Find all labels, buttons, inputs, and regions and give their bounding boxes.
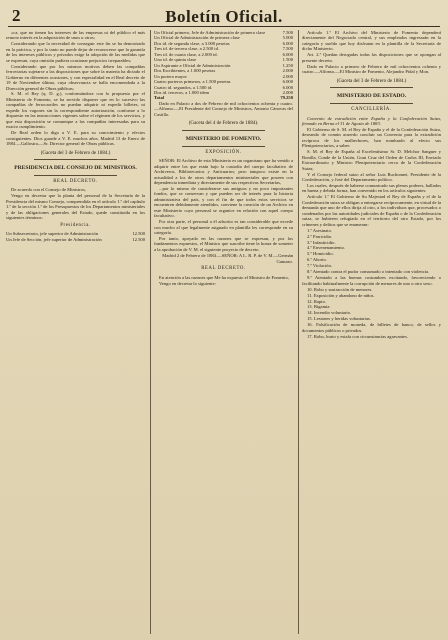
page-number: 2 [12,6,21,25]
list-item: 7.º Violación. [307,263,332,269]
page-header [0,6,448,28]
list-item: 3.º Infanticidio. [307,239,336,245]
paragraph: ...por lo mismo de considerarse sus antiguos y no poco importantes fondos, que se conservan y que pueden ser de interés para la historia administrativa del país, y con el fin de que todos estos servicios se encuentren debidamente atendidos, conviene la creación de un Archivo en este Ministerio cuyo personal se organice en relación con aquel cuerpo facultativo. [154,185,293,219]
divider [182,146,265,147]
list-item: 10. Robo y sustracción de menores. [307,286,373,292]
list-item: 6.º Aborto. [307,257,327,263]
list-item: 14. Incendio voluntario. [307,310,352,316]
paragraph: S. M. el Rey de España al Excelentísimo Sr. D. Melchor Sanguer y Bonilla, Conde de la Unión, Gran Cruz del Orden de Carlos III, Enviado Extraordinario y Ministro Plenipotenciario cerca de la Confederación Suiza; [302,149,441,171]
ledger-value: 2.000 [282,68,293,74]
paragraph: De acuerdo con el Consejo de Ministros, [11,187,86,193]
ledger-label: Dos id. de segunda clase, a 3.000 pesetas [154,40,230,46]
divider [330,87,413,88]
paragraph: Por tanto, apoyado en las razones que se expresan, y por los fundamentos expuestos, el Ministro que suscribe tiene la honra de someter a la aprobación de V. M. el siguiente proyecto de decreto. [154,236,293,252]
paragraph: En atención a las razones que Me ha expuesto el Ministro de Fomento, [159,274,289,280]
total-value: 79.250 [280,95,293,101]
list-item: 2.º Parricidio. [307,233,333,239]
ledger-value: 2.000 [282,89,293,95]
subheading: REAL DECRETO. [201,266,246,272]
list-item: 12. Rapto. [307,298,327,304]
page-title: Boletín Oficial. [165,7,283,26]
divider [330,103,413,104]
ledger-label: Tres id. de cuarta clase, a 2.000 id. [154,51,218,57]
gazette-date: (Gaceta del 3 de Febrero de 1884.) [40,150,111,156]
list-item: 9.º Atentado a las buenas costumbres excitando, favoreciendo o facilitando habitualmente la corrupción de menores de uno u otro sexo. [302,275,441,286]
paragraph: Vengo en decretar lo siguiente: [159,280,216,286]
paragraph: Considerando que por los mismos motivos deben las compañías ferroviarias sujetarse a las disposiciones que sobre la materia ha dictado el Gobierno en diferentes ocasiones, y con especialidad en el Real decreto de 19 de Noviembre último, cuya observancia se halla encomendada a la Dirección general de Obras públicas; [6,63,145,91]
ledger-label: Dos Escribientes, a 1.000 pesetas [154,68,216,74]
subheading: CANCILLERÍA. [351,107,392,113]
ledger-value: 6.000 [282,40,293,46]
list-item: 8.º Atentado contra el pudor consumado o intentado con violencia. [307,269,430,275]
list-item: 15. Lesiones y heridas voluntarias. [307,316,371,322]
ledger-label: Un Oficial de Administración de primera clase [154,35,240,41]
ledger-value: 1.250 [282,62,293,68]
ledger-value: 7.500 [282,46,293,52]
section-heading: MINISTERIO DE FOMENTO. [185,135,262,142]
ledger-value: 6.000 [282,79,293,85]
ledger-label: Tres id. de tercera clase, a 2.500 id. [154,46,220,52]
paragraph: Artículo 1.º El Gobierno de Su Majestad el Rey de España y el de la Confederación suiza se obligan a entregarse recíprocamente, en virtud de la demanda que uno de ellos dirija al otro, a los individuos que, procesados o condenados por las autoridades judiciales de España o de la Confederación suiza, se hubieren refugiado en el territorio del otro Estado, por los crímenes y delitos que se enumeran: [302,194,441,227]
divider [34,175,117,176]
ledger-value: 6.000 [282,51,293,57]
subheading: Presidencia. [60,222,91,228]
list-item: 4.º Envenenamiento. [307,245,346,251]
signature-line: Madrid 2 de Febrero de 1884.—SEÑOR: A L. R. P. de V. M.—Germán Gamazo. [162,253,293,264]
columns [6,30,442,636]
section-heading: PRESIDENCIA DEL CONSEJO DE MINISTROS. [14,164,137,171]
paragraph: Considerando que la necesidad de conseguir este fin se ha demostrado en la práctica, y por lo tanto no puede dejar de reconocerse que la garantía de los intereses públicos y privados exige la adopción de las medidas que se expresan, cuya omisión pudiera ocasionar perjuicios irreparables; [6,41,145,63]
paragraph: «ca, que no tienen los intereses de las empresas ni del público el más remoto interés en la adquisición de unos u otros; [6,30,145,41]
gazette-date: (Gaceta del 4 de Febrero de 1884). [188,121,259,127]
ledger-value: 1.500 [282,57,293,63]
ledger-value: 6.000 [282,84,293,90]
paragraph: Y el Consejo federal suizo al señor Luis Ruchonnet, Presidente de la Confederación, y José del Departamento político. [302,171,441,183]
column-1 [6,30,145,636]
header-rule [8,26,440,27]
ledger-label: Cuatro porteros primeros, a 1.500 pesetas [154,79,231,85]
paragraph: El Gobierno de S. M. el Rey de España y el de la Confederación Suiza, deseando de común acuerdo concluir un Convenio para la extradición recíproca de los malhechores, han nombrado al efecto sus Plenipotenciarios, a saber: [302,126,441,149]
list-item: 13. Bigamia. [307,304,331,310]
ledger-value: 7.500 [282,30,293,35]
list-item: 5.º Homicidio. [307,251,334,257]
paragraph: Vengo en decretar que la planta del personal de la Secretaría de la Presidencia del mismo Consejo, comprendida en el artículo 1.º del capítulo 1.º de la sección 1.ª de los Presupuestos de los Departamentos ministeriales y de las obligaciones generales del Estado, quede constituida en los siguientes términos: [6,193,145,221]
paragraph: Los cuales, después de haberse comunicado sus plenos poderes, hallados en buena y debida forma, han convenido en los artículos siguientes: [302,182,441,194]
paragraph: De Real orden lo digo a V. E. para su conocimiento y efectos consiguientes. Dios guarde a V. E. muchos años. Madrid 13 de Enero de 1884.—Gallostra.—Sr. Director general de Obras públicas. [6,130,145,147]
list-item: 1.º Asesinato. [307,227,333,233]
paragraph: S. M. el Rey (q. D. g.), conformándose con lo propuesto por el Ministerio de Fomento, se ha servido disponer que en lo sucesivo las compañías de ferrocarriles no puedan adquirir ni expedir billetes, ni expedir los vagones sin la correspondiente autorización, conforme a lo dispuesto en las instrucciones vigentes sobre el régimen de los servicios, y que esta disposición se comunique a las compañías interesadas para su exacto cumplimiento. [6,91,145,130]
ledger-label: Un Oficial primero, Jefe de Administración de primera clase [154,30,266,35]
ledger-label: Un portero mayor [154,73,187,79]
ledger-value: 2.000 [282,73,293,79]
subheading: EXPOSICIÓN. [205,149,242,155]
column-3 [302,30,441,636]
ledger-label: Un Subsecretario, jefe superior de Administración [6,231,99,237]
paragraph: Art. 2.º Quedan derogadas todas las disposiciones que se opongan al presente decreto. [302,52,441,63]
ledger-value: 5.000 [282,35,293,41]
paragraph: Dado en Palacio a primero de Febrero de mil ochocientos ochenta y cuatro.—Alfonso.—El Ministro de Fomento, Alejandro Pidal y Mon. [302,63,441,75]
ledger-label: Cuatro id. segundos, a 1.500 id. [154,84,213,90]
ledger-label: Un Jefe de Sección, jefe superior de Administración [6,236,102,242]
ledger-value: 12.500 [132,231,145,237]
column-2 [154,30,293,636]
paragraph: Artículo 1.º El Archivo del Ministerio de Fomento dependerá directamente del Negociado central, y sus empleados ingresarán en la categoría y sueldo que hoy disfrutan en la plantilla de la Secretaría de dicho Ministerio. [302,30,441,52]
ledger-label: Un Aspirante a Oficial de Administración [154,62,231,68]
ledger-label: Dos id. terceros, a 1.000 idem [154,89,210,95]
subheading: REAL DECRETO. [53,178,98,184]
list-item: 11. Exposición y abandono de niños. [307,292,375,298]
gazette-date: (Gaceta del 3 de Febrero de 1884.) [336,78,407,84]
paragraph: Dado en Palacio a dos de Febrero de mil ochocientos ochenta y cuatro.—Alfonso.—El Presidente del Consejo de Ministros, Antonio Cánovas del Castillo. [154,100,293,117]
list-item: 16. Falsificación de moneda, de billetes de banco, de sellos y documentos públicos o privados. [302,322,441,333]
section-heading: MINISTERIO DE ESTADO. [336,93,407,100]
divider [34,159,117,160]
ledger-value: 12.500 [132,236,145,242]
paragraph: SEÑOR: El Archivo de esta Ministerio es un organismo que ha venido a adquirir entre los que están bajo la custodia del cuerpo facultativo de Archiveros, Bibliotecarios y Anticuarios; pero tampoco existe en la actualidad a los de otros departamentos ministeriales que poseen con dependencia inmediata y directamente de sus respectivas Secretarías, [154,158,293,185]
list-item: 17. Robo, hurto y estafa con circunstancias agravantes. [307,333,409,339]
ledger-label: Uno id. de quinta clase [154,57,197,63]
ledger-row [6,237,145,242]
paragraph: Por otra parte, el personal a él adscrito es tan considerable que excede con mucho al que legalmente asignado en plantilla les corresponde en su categoría. [154,219,293,236]
italic-paragraph: Convenio de extradición entre España y la Confederación Suiza, firmado en Berna el 31 de Agosto de 1883. [302,115,441,126]
divider [182,130,265,131]
total-label: Total [154,95,165,101]
